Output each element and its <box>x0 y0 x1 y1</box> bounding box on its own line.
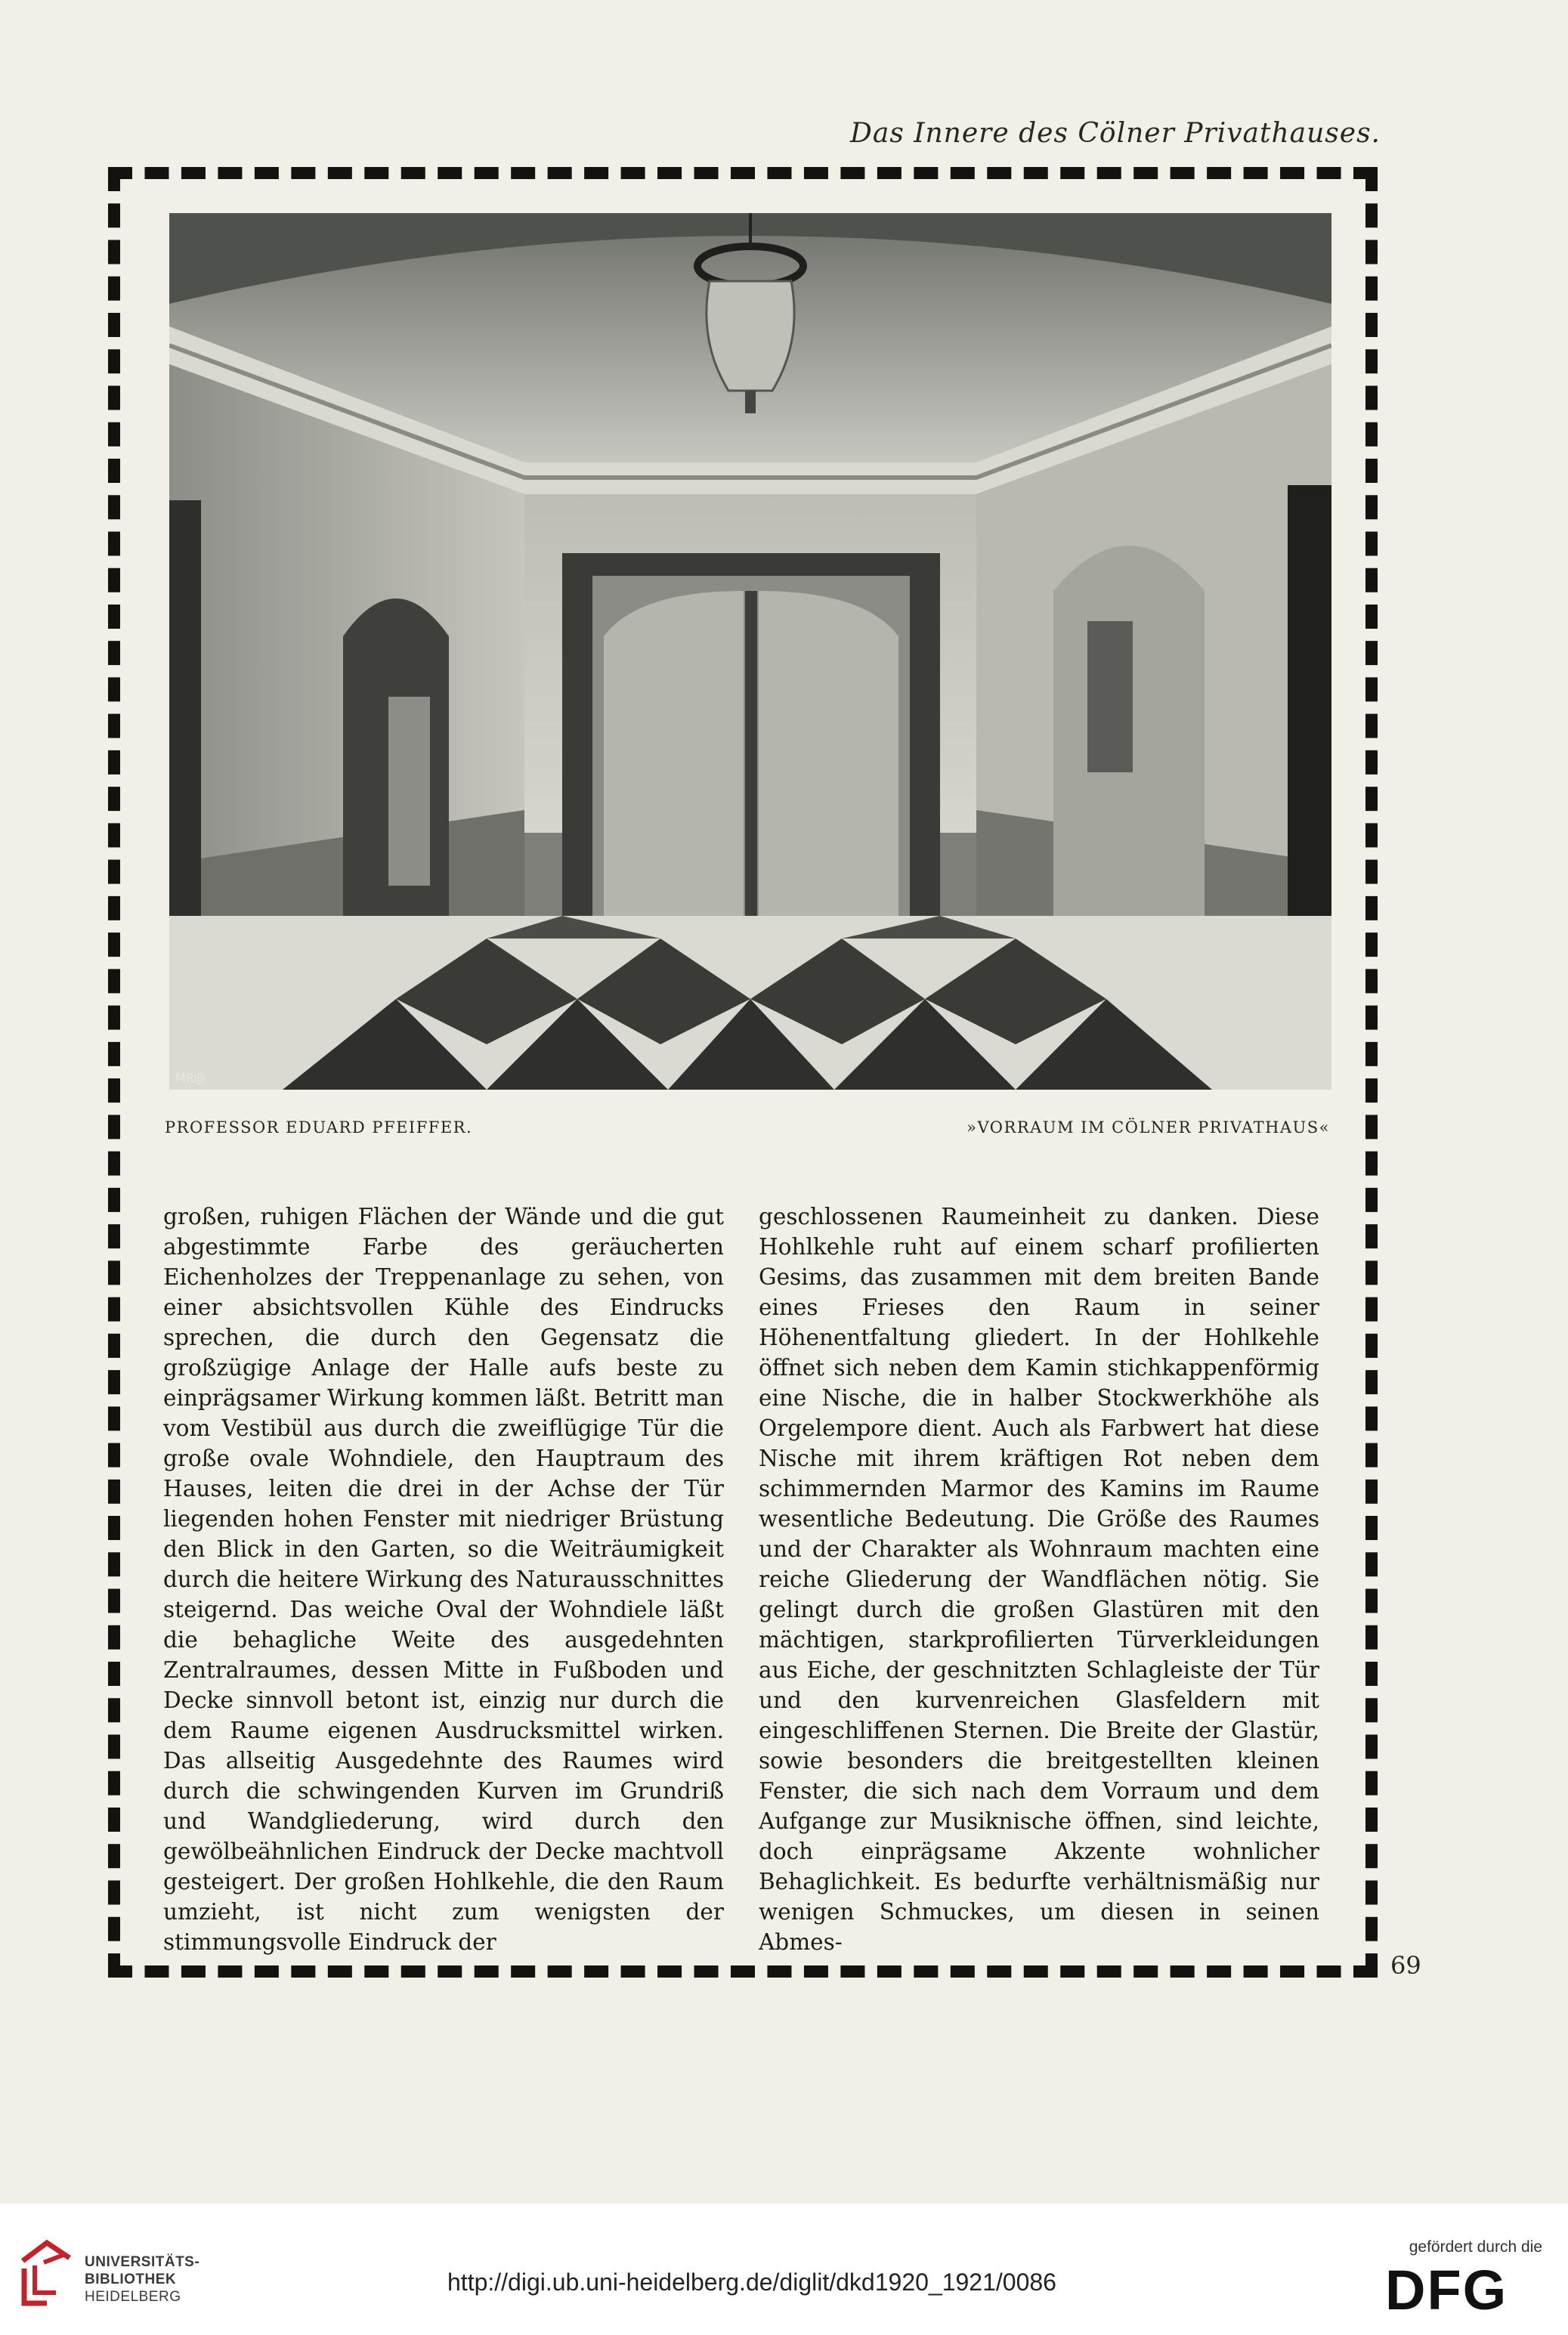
text-column-right <box>759 1202 1319 1957</box>
university-library-logo-icon <box>17 2238 76 2308</box>
caption-author: PROFESSOR EDUARD PFEIFFER. <box>165 1118 473 1137</box>
dfg-logo-text: DFG <box>1385 2262 1508 2315</box>
source-url-link[interactable]: http://digi.ub.uni-heidelberg.de/diglit/dkd1920_1921/0086 <box>447 2269 1056 2296</box>
page-number: 69 <box>1390 1951 1421 1980</box>
photo-plate-vestibule <box>169 213 1331 1090</box>
text-column-left <box>163 1202 724 1957</box>
digitization-footer <box>0 2204 1568 2335</box>
paragraph-right: geschlossenen Raumeinheit zu danken. Diese Hohlkehle ruht auf einem scharf profilierten Gesims, das zusammen mit dem breiten Bande eines Frieses den Raum in seiner Höhenentfaltung gliedert. In der Hohlkehle öffnet sich neben dem Kamin stichkappenförmig eine Nische, die in halber Stockwerkhöhe als Orgelempore dient. Auch als Farbwert hat diese Nische mit ihrem kräftigen Rot neben dem schimmernden Marmor des Kamins im Raume wesentliche Bedeutung. Die Größe des Raumes und der Charakter als Wohnraum machten eine reiche Gliederung der Wandflächen nötig. Sie gelingt durch die großen Glastüren mit den mächtigen, starkprofilierten Türverkleidungen aus Eiche, der geschnitzten Schlagleiste der Tür und den kurvenreichen Glasfeldern mit eingeschliffenen Sternen. Die Breite der Glastür, sowie besonders die breitgestellten kleinen Fenster, die sich nach dem Vorraum und dem Aufgange zur Musiknische öffnen, sind leichte, doch einprägsame Akzente wohnlicher Behaglichkeit. Es bedurfte verhältnismäßig nur wenigen Schmuckes, um diesen in seinen Abmes- <box>759 1204 1319 1955</box>
funding-note: gefördert durch die <box>1409 2238 1542 2256</box>
vestibule-photograph <box>169 213 1331 1090</box>
paragraph-left: großen, ruhigen Flächen der Wände und die gut abgestimmte Farbe des geräucherten Eichenholzes der Treppenanlage zu sehen, von einer absichtsvollen Kühle des Eindrucks sprechen, die durch den Gegensatz die großzügige Anlage der Halle aufs beste zu einprägsamer Wirkung kommen läßt. Betritt man vom Vestibül aus durch die zweiflügige Tür die große ovale Wohndiele, den Hauptraum des Hauses, leiten die drei in der Achse der Tür liegenden hohen Fenster mit niedriger Brüstung den Blick in den Garten, so die Weiträumigkeit durch die heitere Wirkung des Naturausschnittes steigernd. Das weiche Oval der Wohndiele läßt die behagliche Weite des ausgedehnten Zentralraumes, dessen Mitte in Fußboden und Decke sinnvoll betont ist, einzig nur durch die dem Raume eigenen Ausdrucksmittel wirken. Das allseitig Ausgedehnte des Raumes wird durch die schwingenden Kurven im Grundriß und Wandgliederung, wird durch den gewölbeähnlichen Eindruck der Decke machtvoll gesteigert. Der großen Hohlkehle, die den Raum umzieht, ist nicht zum wenigsten der stimmungsvolle Eindruck der <box>163 1204 724 1955</box>
checkered-floor <box>169 916 1331 1090</box>
library-name <box>85 2253 199 2306</box>
library-name-line3: HEIDELBERG <box>85 2289 181 2305</box>
running-head: Das Innere des Cölner Privathauses. <box>850 118 1381 149</box>
library-name-line1: UNIVERSITÄTS- <box>85 2254 200 2270</box>
library-name-line2: BIBLIOTHEK <box>85 2272 177 2287</box>
photo-monogram: MR@ <box>175 1071 206 1085</box>
caption-title: »VORRAUM IM CÖLNER PRIVATHAUS« <box>966 1118 1330 1137</box>
dfg-logo <box>1385 2262 1542 2315</box>
